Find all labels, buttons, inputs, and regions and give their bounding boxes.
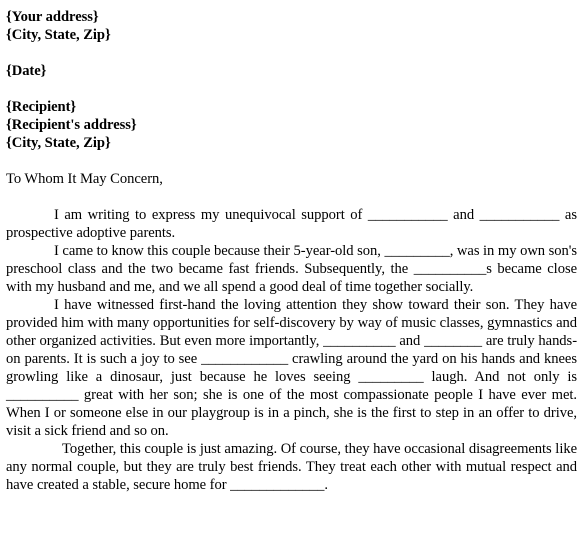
recipient-city-state-zip: {City, State, Zip} xyxy=(6,135,111,151)
recipient-name: {Recipient} xyxy=(6,99,77,115)
letter-page xyxy=(6,8,577,494)
salutation: To Whom It May Concern, xyxy=(6,171,163,187)
recipient-address: {Recipient's address} xyxy=(6,117,137,133)
sender-block xyxy=(6,8,577,44)
body-paragraph-2: I came to know this couple because their 5-year-old son, _________, was in my own son's preschool class and the two became fast friends. Subsequently, the __________s became close with my husband and me, and we all spend a good deal of time together socially. xyxy=(6,243,577,295)
body-paragraph-1: I am writing to express my unequivocal support of ___________ and ___________ as prospective adoptive parents. xyxy=(6,207,577,241)
body-paragraph-3: I have witnessed first-hand the loving attention they show toward their son. They have provided him with many opportunities for self-discovery by way of music classes, gymnastics and other organized activities. But even more importantly, __________ and ________ are truly hands-on parents. It is such a joy to see ____________ crawling around the yard on his hands and knees growling like a dinosaur, just because he loves seeing _________ laugh. And not only is __________ great with her son; she is one of the most compassionate people I have ever met. When I or someone else in our playgroup is in a pinch, she is the first to step in an offer to drive, visit a sick friend and so on. xyxy=(6,297,577,439)
sender-address: {Your address} xyxy=(6,9,99,25)
sender-city-state-zip: {City, State, Zip} xyxy=(6,27,111,43)
recipient-block xyxy=(6,98,577,152)
letter-date: {Date} xyxy=(6,63,47,79)
body-paragraph-4: Together, this couple is just amazing. Of course, they have occasional disagreements like any normal couple, but they are truly best friends. They treat each other with mutual respect and have created a stable, secure home for _____________. xyxy=(6,441,577,493)
